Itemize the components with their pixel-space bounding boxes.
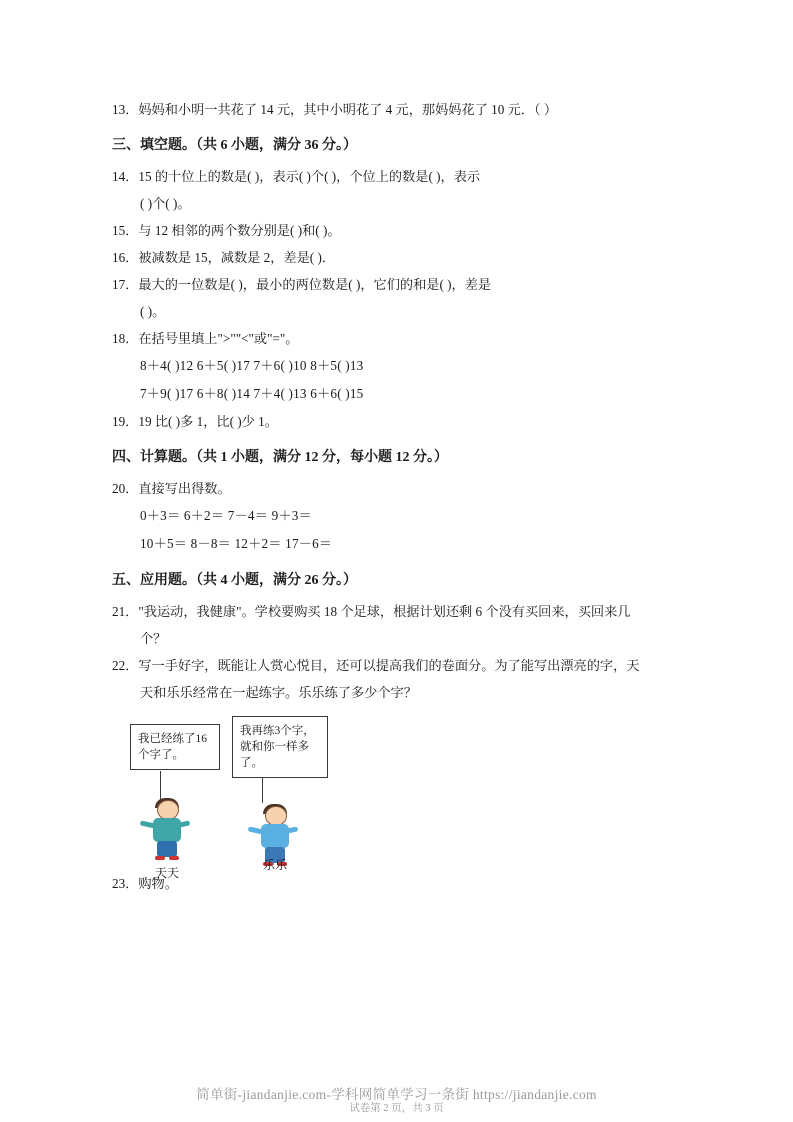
label-boy-name: 乐乐 [262,858,287,872]
question-18-row-1: 8＋4( )12 6＋5( )17 7＋6( )10 8＋5( )13 [140,358,364,373]
legs-icon [157,841,177,857]
question-14-line2: ( )个( )。 [140,196,191,211]
speech-bubble-right: 我再练3个字，就和你一样多了。 [232,716,328,778]
body-icon [153,818,181,842]
question-19: 19．19 比( )多 1，比( )少 1。 [112,414,278,429]
question-22-illustration [112,716,682,880]
question-20-row-2: 10＋5＝ 8－8＝ 12＋2＝ 17－6＝ [140,536,333,551]
question-13: 13．妈妈和小明一共花了 14 元，其中小明花了 4 元，那妈妈花了 10 元．（ ） [112,102,558,117]
speech-bubble-left: 我已经练了16个字了。 [130,724,220,770]
question-17-line1: 17．最大的一位数是( )，最小的两位数是( )，它们的和是( )，差是 [112,277,492,292]
shoe-right-icon [169,856,179,860]
question-15: 15．与 12 相邻的两个数分别是( )和( )。 [112,223,341,238]
question-20: 20．直接写出得数。 [112,481,231,496]
question-18: 18．在括号里填上">""<"或"="。 [112,331,299,346]
section-heading-4: 四、计算题。（共 1 小题，满分 12 分，每小题 12 分。） [112,450,448,465]
head-icon [265,806,287,826]
shoe-left-icon [155,856,165,860]
bubble-tail-left [160,771,161,801]
girl-figure [144,798,190,860]
bubble-tail-right [262,778,263,803]
question-22-line1: 22．写一手好字，既能让人赏心悦目，还可以提高我们的卷面分。为了能写出漂亮的字，天 [112,658,640,673]
page-content [112,96,682,897]
body-icon [261,824,289,848]
question-22-line2: 天和乐乐经常在一起练字。乐乐练了多少个字？ [140,685,417,700]
question-23: 23．购物。 [112,876,178,891]
page-number-mark: 试卷第 2 页，共 3 页 [349,1103,444,1114]
question-14-line1: 14．15 的十位上的数是( )，表示( )个( )，个位上的数是( )，表示 [112,169,481,184]
question-16: 16．被减数是 15，减数是 2，差是( )． [112,250,336,265]
label-girl-name: 天天 [154,866,179,880]
question-21-line1: 21．"我运动，我健康"。学校要购买 18 个足球，根据计划还剩 6 个没有买回来，买回来几 [112,604,631,619]
site-watermark: 简单街-jiandanjie.com-学科网简单学习一条街 https://jiandanjie.com [196,1087,597,1102]
question-20-row-1: 0＋3＝ 6＋2＝ 7－4＝ 9＋3＝ [140,508,312,523]
section-heading-5: 五、应用题。（共 4 小题，满分 26 分。） [112,573,357,588]
section-heading-3: 三、填空题。（共 6 小题，满分 36 分。） [112,138,357,153]
question-21-line2: 个？ [140,631,167,646]
question-18-row-2: 7＋9( )17 6＋8( )14 7＋4( )13 6＋6( )15 [140,386,364,401]
head-icon [157,800,179,820]
question-17-line2: ( )。 [140,304,166,319]
